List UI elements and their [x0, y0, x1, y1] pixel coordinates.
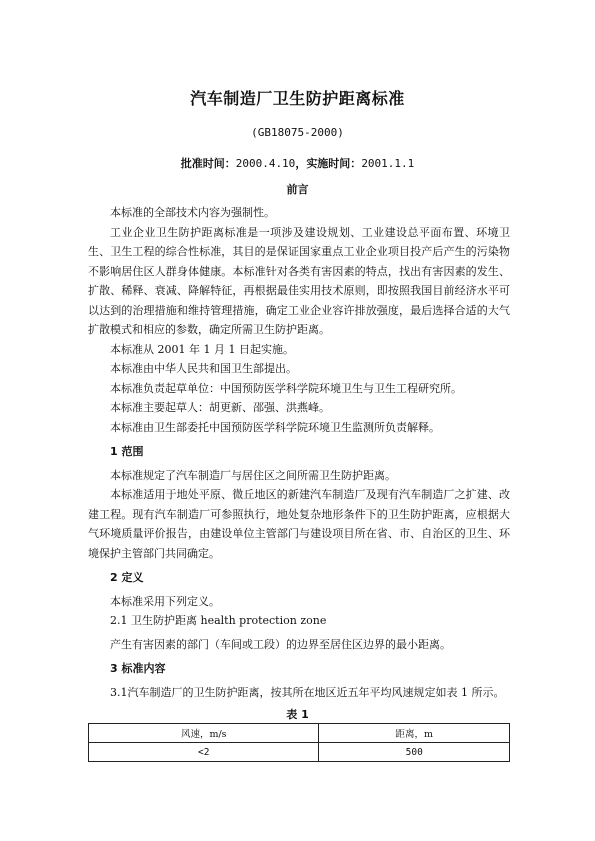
preface-body [88, 203, 510, 702]
section-3-paragraph: 3.1汽车制造厂的卫生防护距离，按其所在地区近五年平均风速规定如表 1 所示。 [110, 685, 505, 699]
section-2-paragraph: 本标准采用下列定义。 [110, 594, 220, 608]
section-1-paragraph: 本标准适用于地处平原、微丘地区的新建汽车制造厂及现有汽车制造厂之扩建、改建工程。现有汽车制造厂可参照执行，地处复杂地形条件下的卫生防护距离，应根据大气环境质量评价报告，由建设单位主管部门与建设项目所在省、市、自治区的卫生、环境保护主管部门共同确定。 [88, 488, 510, 560]
table-cell: <2 [89, 743, 319, 762]
approval-date: 2000.4.10 [235, 157, 296, 170]
definition-text: 产生有害因素的部门（车间或工段）的边界至居住区边界的最小距离。 [110, 637, 451, 651]
table-title: 表 1 [286, 708, 309, 721]
effective-label: 实施时间： [306, 157, 362, 170]
preface-paragraph: 本标准主要起草人：胡更新、邵强、洪燕峰。 [110, 401, 330, 414]
section-2-heading: 2 定义 [110, 571, 144, 584]
dates-line [0, 155, 595, 171]
table-header-row [89, 724, 510, 743]
preface-paragraph: 本标准的全部技术内容为强制性。 [110, 206, 275, 219]
dates-separator: ， [295, 157, 307, 170]
document-title: 汽车制造厂卫生防护距离标准 [190, 89, 405, 108]
table-header-cell: 风速，m/s [89, 724, 319, 743]
data-table [88, 723, 510, 762]
approval-label: 批准时间： [180, 157, 236, 170]
preface-paragraph: 本标准从 2001 年 1 月 1 日起实施。 [110, 342, 294, 356]
preface-heading: 前言 [286, 183, 309, 196]
table-row [89, 743, 510, 762]
preface-paragraph: 本标准负责起草单位：中国预防医学科学院环境卫生与卫生工程研究所。 [110, 381, 462, 395]
definition-term: 2.1 卫生防护距离 health protection zone [110, 614, 327, 627]
preface-paragraph: 本标准由卫生部委托中国预防医学科学院环境卫生监测所负责解释。 [110, 420, 440, 434]
table-header-cell: 距离，m [319, 724, 510, 743]
preface-paragraph: 工业企业卫生防护距离标准是一项涉及建设规划、工业建设总平面布置、环境卫生、卫生工程的综合性标准，其目的是保证国家重点工业企业项目投产后产生的污染物不影响居住区人群身体健康。本标准针对各类有害因素的特点，找出有害因素的发生、扩散、稀释、衰减、降解特征，再根据最佳实用技术原则，即按照我国目前经济水平可以达到的治理措施和维持管理措施，确定工业企业容许排放强度，最后选择合适的大气扩散模式和相应的参数，确定所需卫生防护距离。 [88, 225, 510, 336]
effective-date: 2001.1.1 [361, 157, 415, 170]
table-cell: 500 [319, 743, 510, 762]
section-1-heading: 1 范围 [110, 445, 144, 458]
preface-paragraph: 本标准由中华人民共和国卫生部提出。 [110, 362, 297, 375]
section-3-heading: 3 标准内容 [110, 662, 166, 675]
standard-code: (GB18075-2000) [251, 126, 344, 139]
section-1-paragraph: 本标准规定了汽车制造厂与居住区之间所需卫生防护距离。 [110, 468, 396, 482]
